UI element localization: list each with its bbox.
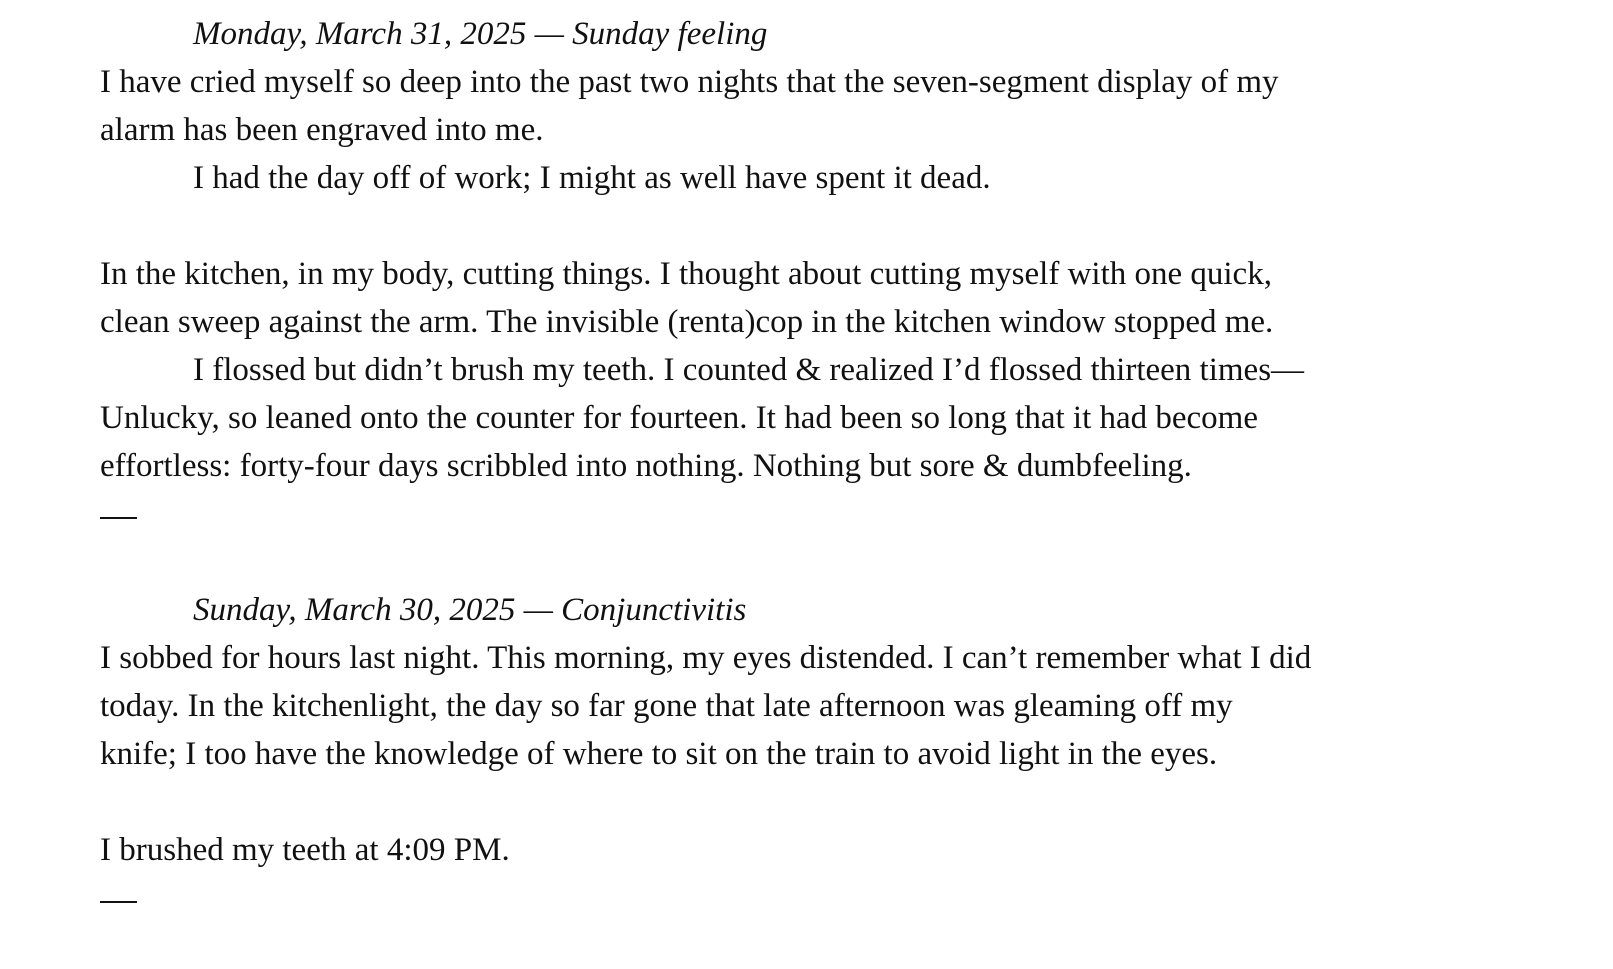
entry-line: I have cried myself so deep into the past two nights that the seven-segment display of my [100,64,1279,100]
blank-line [100,778,1560,826]
divider-dash [100,901,137,903]
entry-heading: Monday, March 31, 2025 — Sunday feeling [193,16,768,52]
divider-dash [100,517,137,519]
section-divider [100,490,1560,538]
entry-line: I sobbed for hours last night. This morning, my eyes distended. I can’t remember what I did [100,640,1312,676]
entry-line: Unlucky, so leaned onto the counter for fourteen. It had been so long that it had become [100,400,1258,436]
entry-line: I had the day off of work; I might as well have spent it dead. [193,160,991,196]
entry-line: In the kitchen, in my body, cutting things. I thought about cutting myself with one quick, [100,256,1272,292]
entry-line: I flossed but didn’t brush my teeth. I counted & realized I’d flossed thirteen times— [193,352,1305,388]
entry-line: clean sweep against the arm. The invisible (renta)cop in the kitchen window stopped me. [100,304,1274,340]
entry-line: alarm has been engraved into me. [100,112,544,148]
blank-line [100,202,1560,250]
entry-heading: Sunday, March 30, 2025 — Conjunctivitis [193,592,747,628]
entry-line: knife; I too have the knowledge of where to sit on the train to avoid light in the eyes. [100,736,1218,772]
journal-entry [100,10,1560,538]
section-divider [100,874,1560,922]
entry-line: today. In the kitchenlight, the day so far gone that late afternoon was gleaming off my [100,688,1233,724]
journal-entry [100,586,1560,922]
blank-line [100,538,1560,586]
entry-line: effortless: forty-four days scribbled into nothing. Nothing but sore & dumbfeeling. [100,448,1192,484]
entry-line: I brushed my teeth at 4:09 PM. [100,832,510,868]
journal-page [100,10,1560,922]
